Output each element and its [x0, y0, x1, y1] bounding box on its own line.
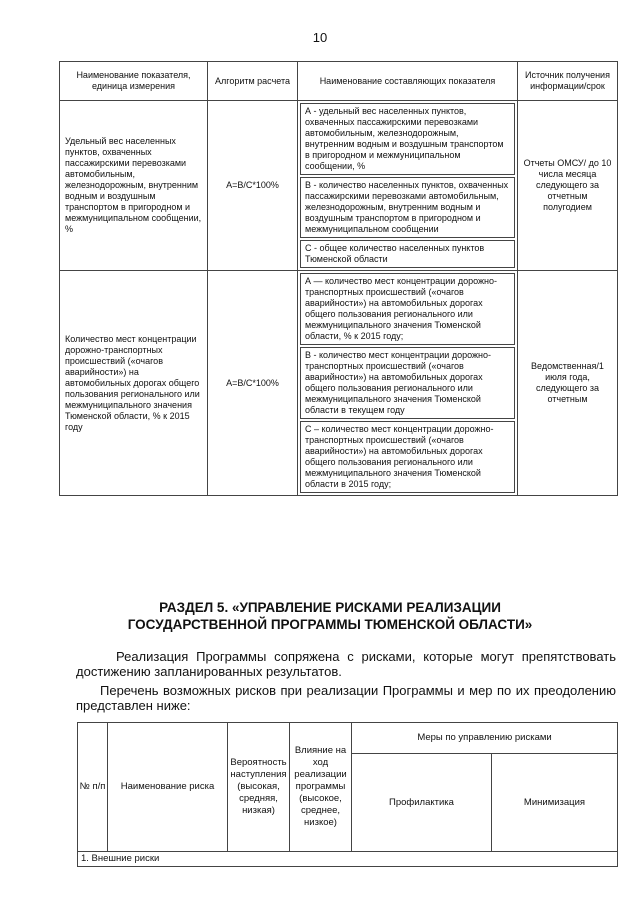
section-title-line2: ГОСУДАРСТВЕННОЙ ПРОГРАММЫ ТЮМЕНСКОЙ ОБЛАСТИ» [127, 617, 533, 632]
components-cell [298, 271, 518, 496]
header-impact: Влияние на ход реализации программы (высокое, среднее, низкое) [290, 723, 352, 852]
formula: A=B/C*100% [208, 101, 298, 271]
page-number: 10 [312, 30, 328, 45]
source: Ведомственная/1 июля года, следующего за отчетным [518, 271, 618, 496]
indicator-name: Количество мест концентрации дорожно-транспортных происшествий («очагов аварийности») на автомобильных дорогах общего пользования регионального или межмуниципального значения Тюменской области, % к 2015 году [60, 271, 208, 496]
header-prevention: Профилактика [352, 754, 492, 852]
paragraph-1: Реализация Программы сопряжена с рисками, которые могут препятствовать достижению запланированных результатов. [76, 649, 616, 679]
components-cell [298, 101, 518, 271]
paragraph-2: Перечень возможных рисков при реализации Программы и мер по их преодолению представлен ниже: [76, 683, 616, 713]
risks-table [77, 722, 618, 867]
header-indicator: Наименование показателя, единица измерения [60, 62, 208, 101]
source: Отчеты ОМСУ/ до 10 числа месяца следующего за отчетным полугодием [518, 101, 618, 271]
header-source: Источник получения информации/срок [518, 62, 618, 101]
component-a: А — количество мест концентрации дорожно-транспортных происшествий («очагов аварийности») на автомобильных дорогах общего пользования регионального или межмуниципального значения Тюменской области, % к 2015 году; [300, 273, 515, 345]
formula: A=B/C*100% [208, 271, 298, 496]
component-b: В - количество мест концентрации дорожно-транспортных происшествий («очагов аварийности») на автомобильных дорогах общего пользования регионального или межмуниципального значения Тюменской области в текущем году [300, 347, 515, 419]
header-measures: Меры по управлению рисками [352, 723, 618, 754]
section-title-line1: РАЗДЕЛ 5. «УПРАВЛЕНИЕ РИСКАМИ РЕАЛИЗАЦИИ [159, 600, 501, 615]
header-number: № п/п [78, 723, 108, 852]
table-row [60, 101, 618, 271]
group-external-risks: 1. Внешние риски [78, 852, 618, 867]
table-header-row [60, 62, 618, 101]
indicators-table [59, 61, 618, 496]
header-algorithm: Алгоритм расчета [208, 62, 298, 101]
component-c: С - общее количество населенных пунктов Тюменской области [300, 240, 515, 268]
component-c: С – количество мест концентрации дорожно-транспортных происшествий («очагов аварийности») на автомобильных дорогах общего пользования регионального или межмуниципального значения Тюменской области в 2015 году; [300, 421, 515, 493]
indicator-name: Удельный вес населенных пунктов, охваченных пассажирскими перевозками автомобильным, железнодорожным, внутренним водным и воздушным транспортом в пригородном и межмуниципальном сообщении, % [60, 101, 208, 271]
component-b: В - количество населенных пунктов, охваченных пассажирскими перевозками автомобильным, железнодорожным, внутренним водным и воздушным транспортом в пригородном и межмуниципальном сообщении [300, 177, 515, 238]
component-a: А - удельный вес населенных пунктов, охваченных пассажирскими перевозками автомобильным, железнодорожным, внутренним водным и воздушным транспортом в пригородном и межмуниципальном сообщении, % [300, 103, 515, 175]
table-row [60, 271, 618, 496]
header-risk-name: Наименование риска [108, 723, 228, 852]
header-minimization: Минимизация [492, 754, 618, 852]
header-components: Наименование составляющих показателя [298, 62, 518, 101]
header-probability: Вероятность наступления (высокая, средняя, низкая) [228, 723, 290, 852]
